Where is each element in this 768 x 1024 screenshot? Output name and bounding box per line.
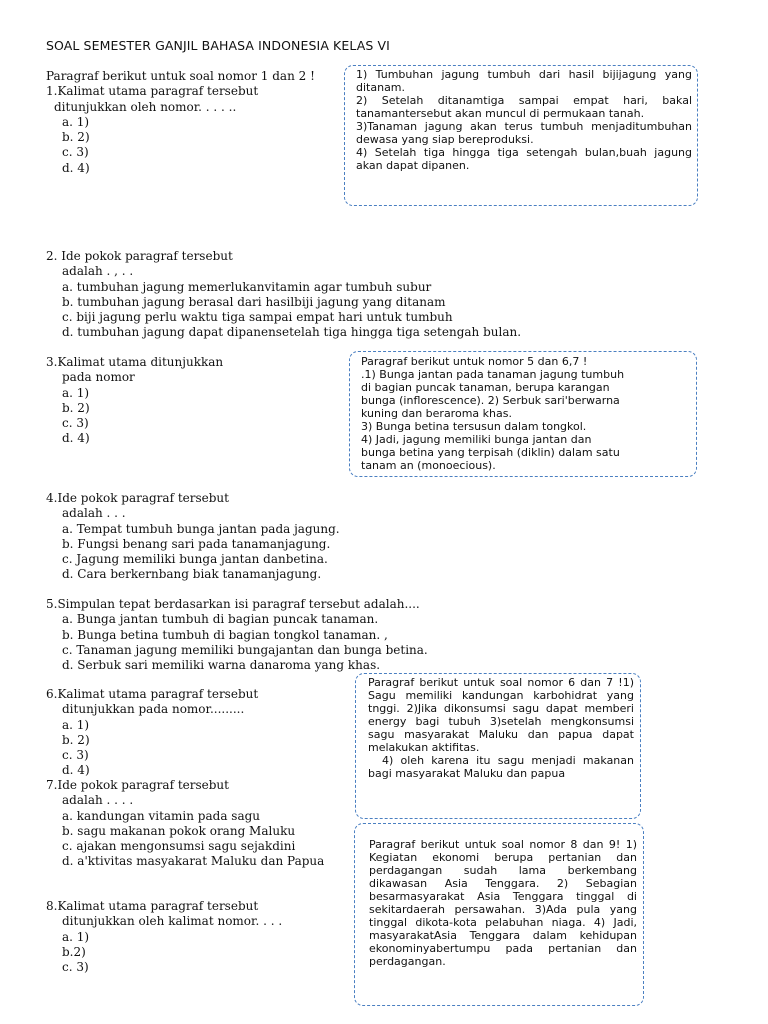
option: b.2) (62, 944, 86, 959)
option: b. Bunga betina tumbuh di bagian tongkol tanaman. , (62, 627, 388, 642)
option: b. 2) (62, 400, 90, 415)
paragraph-sentence: 4) Setelah tiga hingga tiga setengah bulan,buah jagung akan dapat dipanen. (356, 146, 692, 172)
option: d. 4) (62, 160, 90, 175)
question-text: 8.Kalimat utama paragraf tersebut (46, 899, 259, 913)
option: a. tumbuhan jagung memerlukanvitamin agar tumbuh subur (62, 279, 432, 294)
question-8 (46, 899, 282, 975)
question-text: 2. Ide pokok paragraf tersebut (46, 249, 233, 263)
paragraph-box-3-text (368, 676, 634, 780)
option: c. 3) (62, 416, 89, 431)
paragraph-sentence: .1) Bunga jantan pada tanaman jagung tumbuh di bagian puncak tanaman, berupa karangan bunga (inflorescence). 2) Serbuk sari'berwarna kuning dan beraroma khas. (361, 368, 625, 420)
question-4 (46, 491, 340, 583)
option: b. Fungsi benang sari pada tanamanjagung. (62, 536, 331, 551)
option: b. tumbuhan jagung berasal dari hasilbiji jagung yang ditanam (62, 294, 446, 309)
paragraph-sentence: 4) Jadi, jagung memiliki bunga jantan dan bunga betina yang terpisah (diklin) dalam satu tanam an (monoecious). (361, 433, 620, 472)
option: a. 1) (62, 929, 90, 944)
option: c. 3) (62, 145, 89, 160)
option: d. tumbuhan jagung dapat dipanensetelah tiga hingga tiga setengah bulan. (62, 325, 522, 340)
paragraph-box-4-text (369, 838, 637, 968)
option: a. Tempat tumbuh bunga jantan pada jagung. (62, 521, 340, 536)
question-text: adalah . . . . (62, 793, 134, 808)
option: c. Tanaman jagung memiliki bungajantan dan bunga betina. (62, 642, 428, 657)
page-title: SOAL SEMESTER GANJIL BAHASA INDONESIA KELAS VI (46, 38, 390, 53)
question-text: 1.Kalimat utama paragraf tersebut (46, 84, 259, 99)
option: d. Serbuk sari memiliki warna danaroma yang khas. (62, 658, 381, 673)
option: d. 4) (62, 763, 90, 778)
option: b. 2) (62, 130, 90, 145)
option: c. biji jagung perlu waktu tiga sampai empat hari untuk tumbuh (62, 310, 453, 325)
option: a. 1) (62, 114, 90, 129)
question-text: 4.Ide pokok paragraf tersebut (46, 491, 229, 505)
question-text: adalah . , . . (62, 264, 134, 279)
question-5 (46, 597, 428, 673)
paragraph-sentence: Paragraf berikut untuk soal nomor 6 dan 7 !1) Sagu memiliki kandungan karbohidrat yang tnggi. 2)Jika dikonsumsi sagu dapat memberi energy bagi tubuh 3)setelah mengkonsumsi sagu masyarakat Maluku dan papua dapat melakukan aktifitas. (368, 676, 634, 754)
option: a. 1) (62, 385, 90, 400)
paragraph-sentence: Paragraf berikut untuk soal nomor 8 dan 9! 1) Kegiatan ekonomi berupa pertanian dan perdagangan sudah lama berkembang dikawasan Asia Tenggara. 2) Sebagian besarmasyarakat Asia Tenggara tinggal di sekitardaerah persawahan. 3)Ada pula yang tinggal dikota-kota pelabuhan niaga. 4) Jadi, masyarakatAsia Tenggara dalam kehidupan ekonominyabertumpu pada pertanian dan perdagangan. (369, 838, 637, 968)
question-7 (46, 778, 324, 870)
option: c. 3) (62, 748, 89, 763)
question-text: ditunjukkan pada nomor......... (62, 702, 245, 717)
option: c. ajakan mengonsumsi sagu sejakdini (62, 839, 296, 854)
option: c. 3) (62, 960, 89, 975)
question-text: 5.Simpulan tepat berdasarkan isi paragraf tersebut adalah.... (46, 597, 420, 611)
question-text: 7.Ide pokok paragraf tersebut (46, 778, 229, 792)
question-3 (46, 355, 223, 447)
paragraph-sentence: 3) Bunga betina tersusun dalam tongkol. (361, 420, 587, 433)
option: d. 4) (62, 431, 90, 446)
question-text: adalah . . . (62, 506, 126, 521)
option: d. a'ktivitas masyakarat Maluku dan Papua (62, 854, 325, 869)
question-text: 6.Kalimat utama paragraf tersebut (46, 687, 259, 701)
paragraph-sentence: 3)Tanaman jagung akan terus tumbuh menjaditumbuhan dewasa yang siap bereproduksi. (356, 120, 692, 146)
paragraph-sentence: Paragraf berikut untuk nomor 5 dan 6,7 ! (361, 355, 588, 368)
option: d. Cara berkernbang biak tanamanjagung. (62, 567, 322, 582)
paragraph-sentence: 4) oleh karena itu sagu menjadi makanan bagi masyarakat Maluku dan papua (368, 754, 634, 780)
option: a. 1) (62, 717, 90, 732)
option: a. kandungan vitamin pada sagu (62, 808, 261, 823)
question-text: ditunjukkan oleh nomor. . . . .. (54, 99, 237, 114)
question-2 (46, 249, 521, 341)
intro-text: Paragraf berikut untuk soal nomor 1 dan 2 ! (46, 69, 315, 83)
question-6 (46, 687, 258, 779)
question-1 (46, 69, 315, 176)
paragraph-sentence: 2) Setelah ditanamtiga sampai empat hari, bakal tanamantersebut akan muncul di permukaan tanah. (356, 94, 692, 120)
paragraph-sentence: 1) Tumbuhan jagung tumbuh dari hasil bijijagung yang ditanam. (356, 68, 692, 94)
question-text: 3.Kalimat utama ditunjukkan (46, 355, 224, 369)
option: a. Bunga jantan tumbuh di bagian puncak tanaman. (62, 612, 379, 627)
option: b. sagu makanan pokok orang Maluku (62, 823, 296, 838)
option: c. Jagung memiliki bunga jantan danbetina. (62, 552, 328, 567)
paragraph-box-1-text (356, 68, 692, 172)
option: b. 2) (62, 732, 90, 747)
question-text: pada nomor (62, 370, 135, 385)
paragraph-box-2-text (361, 355, 629, 472)
question-text: ditunjukkan oleh kalimat nomor. . . . (62, 914, 283, 929)
